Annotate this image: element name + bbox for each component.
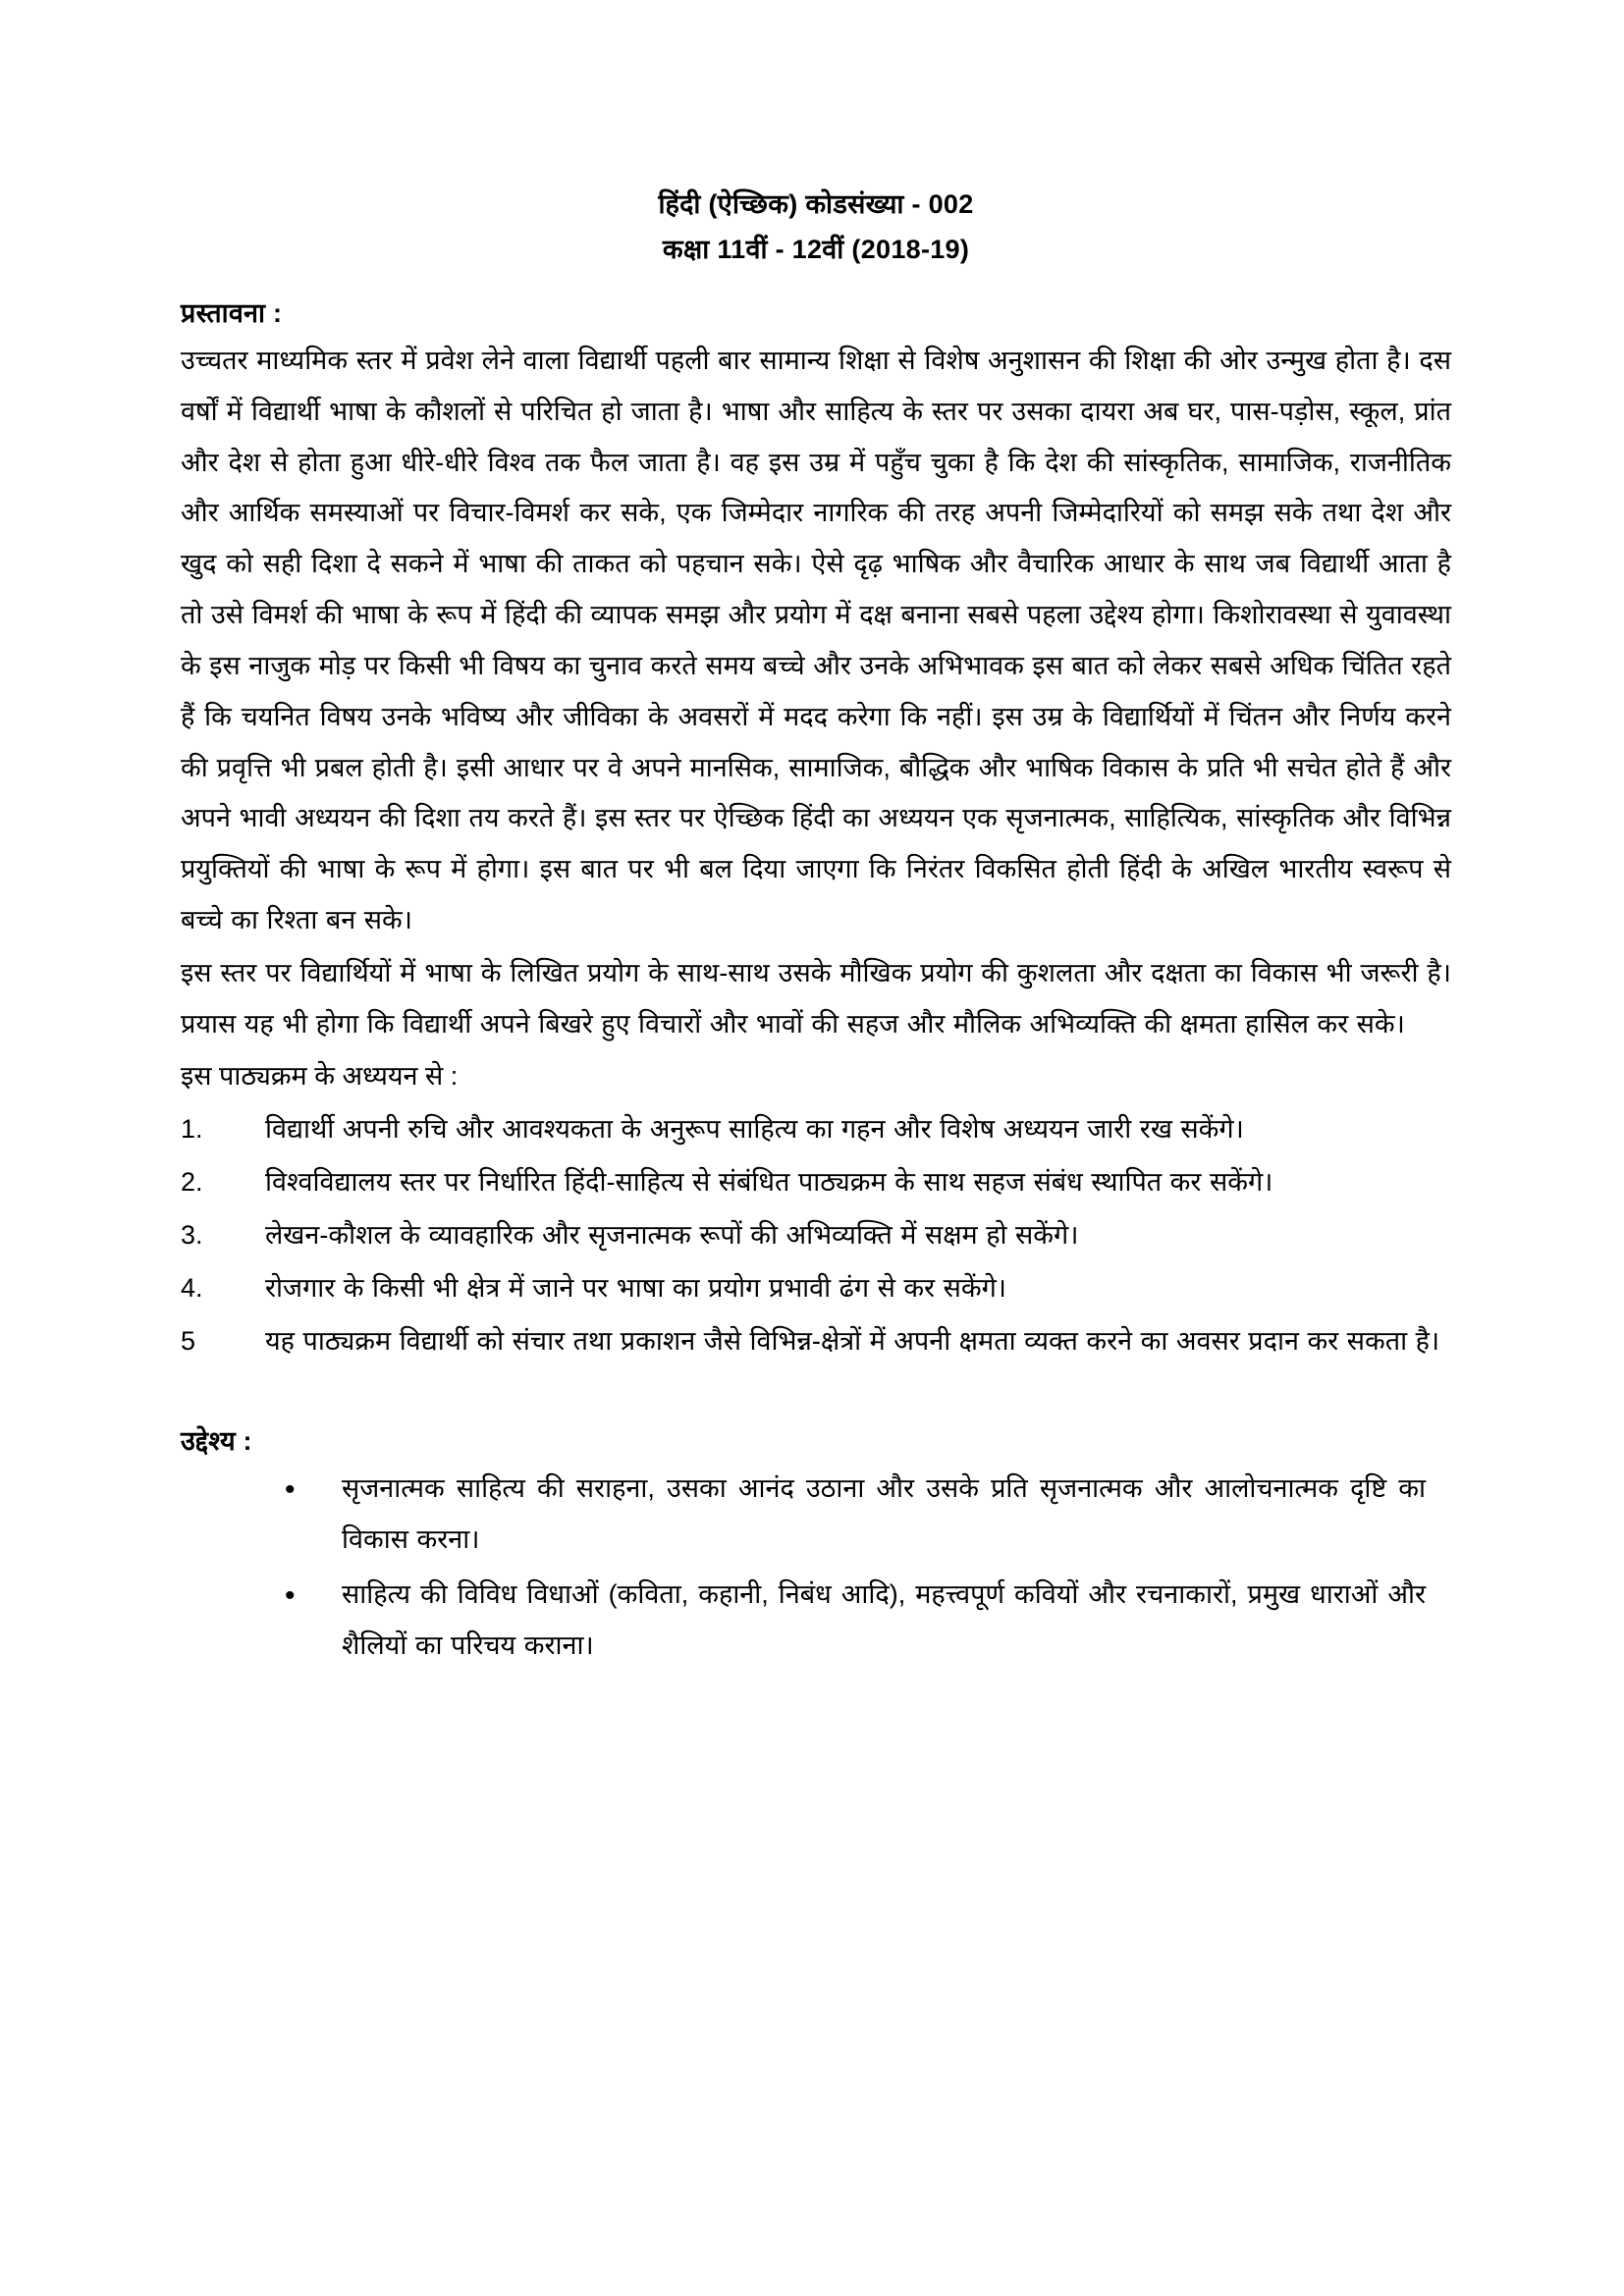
list-item <box>181 1570 1451 1672</box>
list-item-marker: 4. <box>181 1272 203 1303</box>
list-item <box>181 1157 1451 1208</box>
list-item <box>181 1210 1451 1261</box>
objectives-heading: उद्देश्य : <box>181 1426 252 1457</box>
preface-heading: प्रस्तावना : <box>181 297 283 328</box>
page-subtitle: कक्षा 11वीं - 12वीं (2018-19) <box>662 235 970 265</box>
list-item-text: रोजगार के किसी भी क्षेत्र में जाने पर भाषा का प्रयोग प्रभावी ढंग से कर सकेंगे। <box>265 1272 1007 1303</box>
bullet-icon: • <box>285 1473 296 1507</box>
objectives-list <box>181 1464 1451 1671</box>
preface-paragraph-1: उच्चतर माध्यमिक स्तर में प्रवेश लेने वाला विद्यार्थी पहली बार सामान्य शिक्षा से विशेष अनुशासन की शिक्षा की ओर उन्मुख होता है। दस वर्षों में विद्यार्थी भाषा के कौशलों से परिचित हो जाता है। भाषा और साहित्य के स्तर पर उसका दायरा अब घर, पास-पड़ोस, स्कूल, प्रांत और देश से होता हुआ धीरे-धीरे विश्व तक फैल जाता है। वह इस उम्र में पहुँच चुका है कि देश की सांस्कृतिक, सामाजिक, राजनीतिक और आर्थिक समस्याओं पर विचार-विमर्श कर सके, एक जिम्मेदार नागरिक की तरह अपनी जिम्मेदारियों को समझ सके तथा देश और खुद को सही दिशा दे सकने में भाषा की ताकत को पहचान सके। ऐसे दृढ़ भाषिक और वैचारिक आधार के साथ जब विद्यार्थी आता है तो उसे विमर्श की भाषा के रूप में हिंदी की व्यापक समझ और प्रयोग में दक्ष बनाना सबसे पहला उद्देश्य होगा। किशोरावस्था से युवावस्था के इस नाजुक मोड़ पर किसी भी विषय का चुनाव करते समय बच्चे और उनके अभिभावक इस बात को लेकर सबसे अधिक चिंतित रहते हैं कि चयनित विषय उनके भविष्य और जीविका के अवसरों में मदद करेगा कि नहीं। इस उम्र के विद्यार्थियों में चिंतन और निर्णय करने की प्रवृत्ति भी प्रबल होती है। इसी आधार पर वे अपने मानसिक, सामाजिक, बौद्धिक और भाषिक विकास के प्रति भी सचेत होते हैं और अपने भावी अध्ययन की दिशा तय करते हैं। इस स्तर पर ऐच्छिक हिंदी का अध्ययन एक सृजनात्मक, साहित्यिक, सांस्कृतिक और विभिन्न प्रयुक्तियों की भाषा के रूप में होगा। इस बात पर भी बल दिया जाएगा कि निरंतर विकसित होती हिंदी के अखिल भारतीय स्वरूप से बच्चे का रिश्ता बन सके। <box>181 345 1452 934</box>
list-item-text: लेखन-कौशल के व्यावहारिक और सृजनात्मक रूपों की अभिव्यक्ति में सक्षम हो सकेंगे। <box>265 1219 1079 1250</box>
list-item <box>181 1104 1451 1155</box>
list-item <box>181 1464 1451 1566</box>
list-item-text: विश्वविद्यालय स्तर पर निर्धारित हिंदी-साहित्य से संबंधित पाठ्यक्रम के साथ सहज संबंध स्थापित कर सकेंगे। <box>265 1167 1273 1198</box>
list-item <box>181 1316 1451 1367</box>
preface-paragraph-2: इस स्तर पर विद्यार्थियों में भाषा के लिखित प्रयोग के साथ-साथ उसके मौखिक प्रयोग की कुशलता और दक्षता का विकास भी जरूरी है। प्रयास यह भी होगा कि विद्यार्थी अपने बिखरे हुए विचारों और भावों की सहज और मौलिक अभिव्यक्ति की क्षमता हासिल कर सके। <box>181 957 1451 1039</box>
page-title: हिंदी (ऐच्छिक) कोडसंख्या - 002 <box>658 189 974 219</box>
list-item-marker: 3. <box>181 1219 203 1250</box>
list-item-text: साहित्य की विविध विधाओं (कविता, कहानी, निबंध आदि), महत्त्वपूर्ण कवियों और रचनाकारों, प्रमुख धाराओं और शैलियों का परिचय कराना। <box>342 1579 1426 1660</box>
list-item-marker: 5 <box>181 1325 196 1356</box>
outcomes-list <box>181 1104 1451 1366</box>
list-item-marker: 1. <box>181 1114 203 1145</box>
outcomes-lead-line: इस पाठ्यक्रम के अध्ययन से : <box>181 1061 459 1092</box>
list-item-marker: 2. <box>181 1167 203 1198</box>
bullet-icon: • <box>285 1579 296 1613</box>
list-item-text: सृजनात्मक साहित्य की सराहना, उसका आनंद उठाना और उसके प्रति सृजनात्मक और आलोचनात्मक दृष्टि का विकास करना। <box>342 1473 1426 1555</box>
list-item-text: यह पाठ्यक्रम विद्यार्थी को संचार तथा प्रकाशन जैसे विभिन्न-क्षेत्रों में अपनी क्षमता व्यक्त करने का अवसर प्रदान कर सकता है। <box>265 1325 1440 1356</box>
list-item-text: विद्यार्थी अपनी रुचि और आवश्यकता के अनुरूप साहित्य का गहन और विशेष अध्ययन जारी रख सकेंगे। <box>265 1114 1244 1145</box>
list-item <box>181 1263 1451 1314</box>
